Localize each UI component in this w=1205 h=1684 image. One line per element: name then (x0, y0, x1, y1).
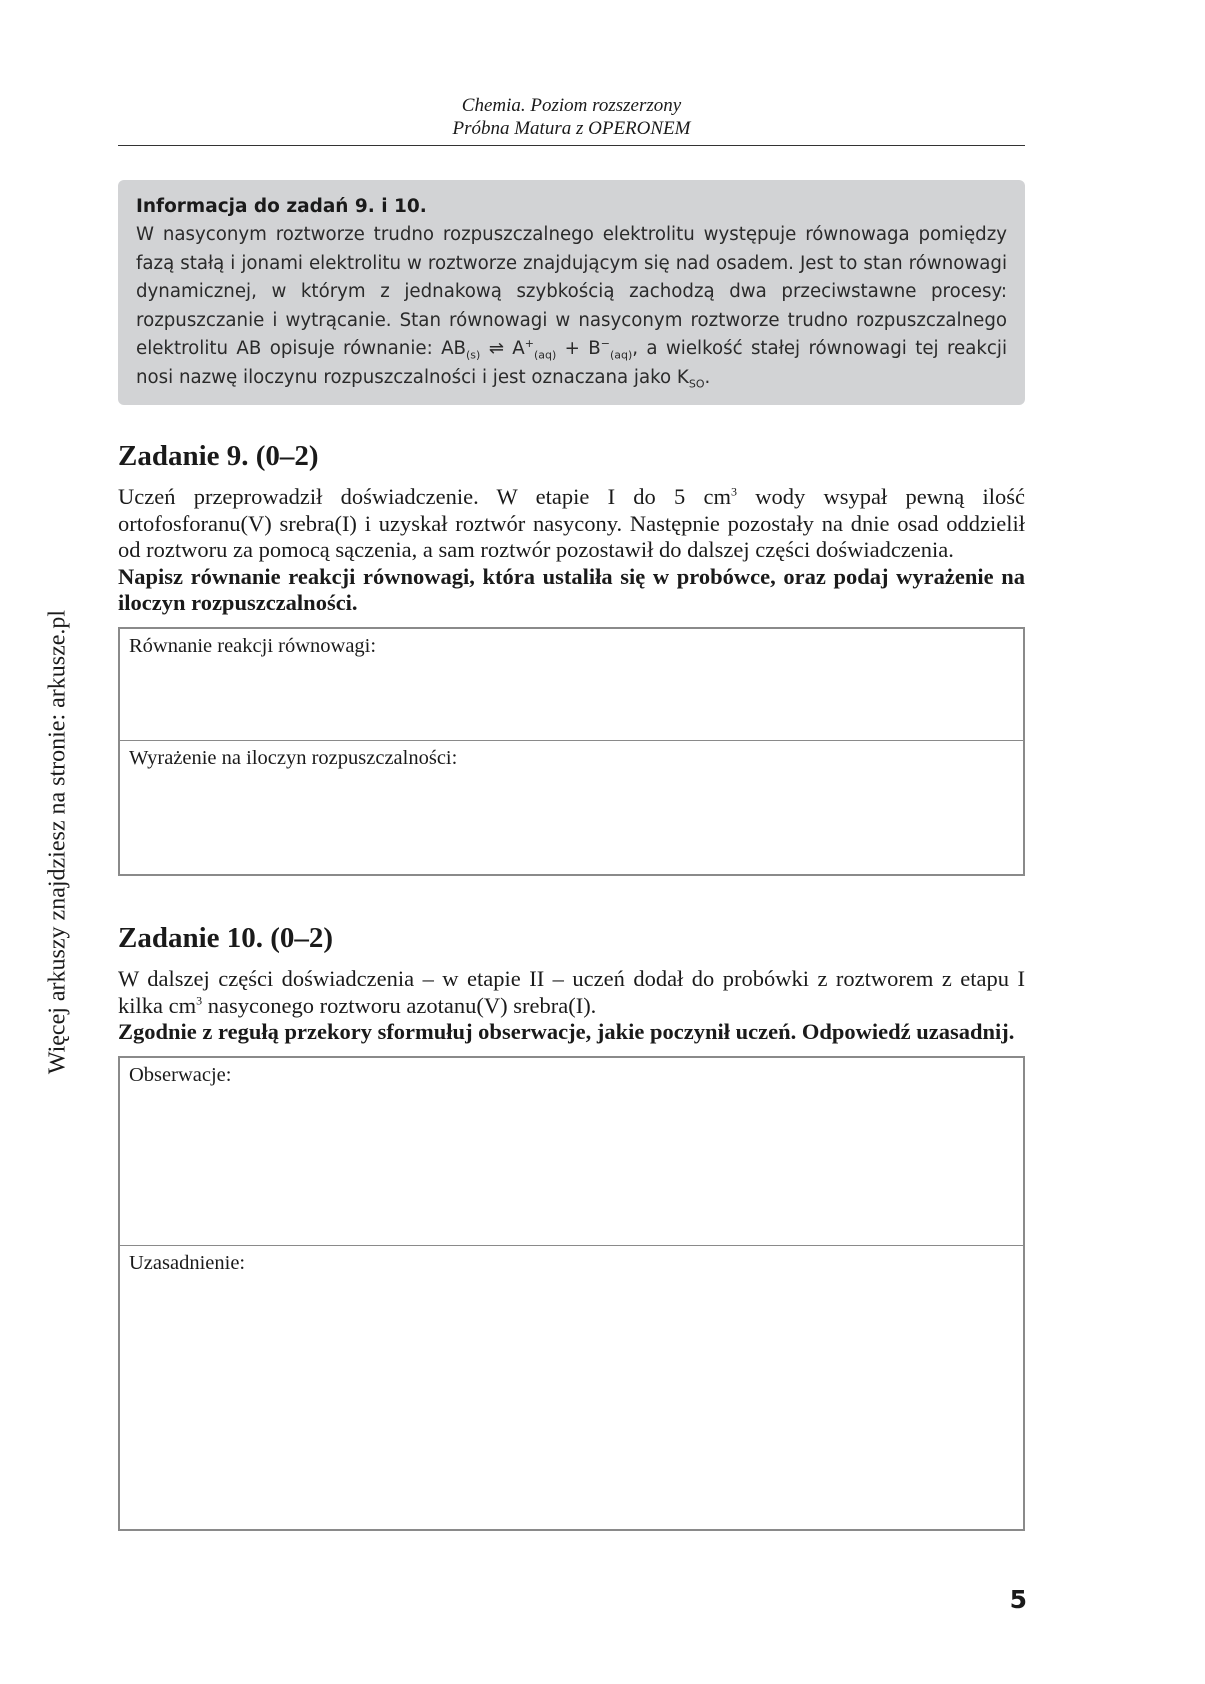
header-exam: Próbna Matura z OPERONEM (452, 118, 691, 139)
task10-answer-justification-label: Uzasadnienie: (129, 1252, 246, 1274)
task9-command: Napisz równanie reakcji równowagi, która ustaliła się w probówce, oraz podaj wyrażenie na iloczyn rozpuszczalności. (118, 563, 1025, 615)
task9-description: Uczeń przeprowadził doświadczenie. W etapie I do 5 $cm^3$ wody wsypał pewną ilość ortofosforanu(V) srebra(I) i uzyskał roztwór nasycony. Następnie pozostały na dnie osad oddzielił od roztworu za pomocą sączenia, a sam roztwór pozostawił do dalszej części doświadczenia. Napisz równanie reakcji równowagi, która ustaliła się w probówce, oraz podaj wyrażenie na iloczyn rozpuszczalności. (118, 484, 1025, 615)
task9-answer-expression[interactable] (120, 741, 1023, 874)
task10-answer-observations[interactable] (120, 1058, 1023, 1245)
info-box (118, 180, 1025, 405)
task9-heading: Zadanie 9. (0–2) (118, 440, 319, 472)
task10-description: W dalszej części doświadczenia – w etapie II – uczeń dodał do probówki z roztworem z etapu I kilka $cm^3$ nasyconego roztworu azotanu(V) srebra(I). Zgodnie z regułą przekory sformułuj obserwacje, jakie poczynił uczeń. Odpowiedź uzasadnij. (118, 966, 1025, 1044)
task10-answer-box (118, 1056, 1025, 1531)
info-box-text: W nasyconym roztworze trudno rozpuszczalnego elektrolitu występuje równowaga pomiędzy fazą stałą i jonami elektrolitu w roztworze znajdującym się nad osadem. Jest to stan równowagi dynamicznej, w którym z jednakową szybkością zachodzą dwa przeciwstawne procesy: rozpuszczanie i wytrącanie. Stan równowagi w nasyconym roztworze trudno rozpuszczalnego elektrolitu AB opisuje równanie: $AB_{(s)}$ ⇌ $A^+_{(aq)} + B^-_{(aq)}$, a wielkość stałej równowagi tej reakcji nosi nazwę iloczynu rozpuszczalności i jest oznaczana jako $K_{SO}$. (136, 224, 1007, 391)
page-header (118, 94, 1025, 140)
task10-command: Zgodnie z regułą przekory sformułuj obserwacje, jakie poczynił uczeń. Odpowiedź uzasadnij. (118, 1019, 1015, 1044)
task10-answer-justification[interactable] (120, 1246, 1023, 1529)
info-box-title: Informacja do zadań 9. i 10. (136, 196, 427, 217)
task9-answer-equation-label: Równanie reakcji równowagi: (129, 635, 377, 657)
task9-answer-expression-label: Wyrażenie na iloczyn rozpuszczalności: (129, 747, 458, 769)
header-divider (118, 145, 1025, 146)
side-watermark-text: Więcej arkuszy znajdziesz na stronie: arkusze.pl (44, 609, 71, 1075)
task9-answer-box (118, 627, 1025, 876)
task10-answer-observations-label: Obserwacje: (129, 1064, 232, 1086)
page-number: 5 (1009, 1585, 1027, 1614)
task10-heading: Zadanie 10. (0–2) (118, 922, 334, 954)
header-subject: Chemia. Poziom rozszerzony (461, 95, 682, 116)
task9-answer-equation[interactable] (120, 629, 1023, 740)
